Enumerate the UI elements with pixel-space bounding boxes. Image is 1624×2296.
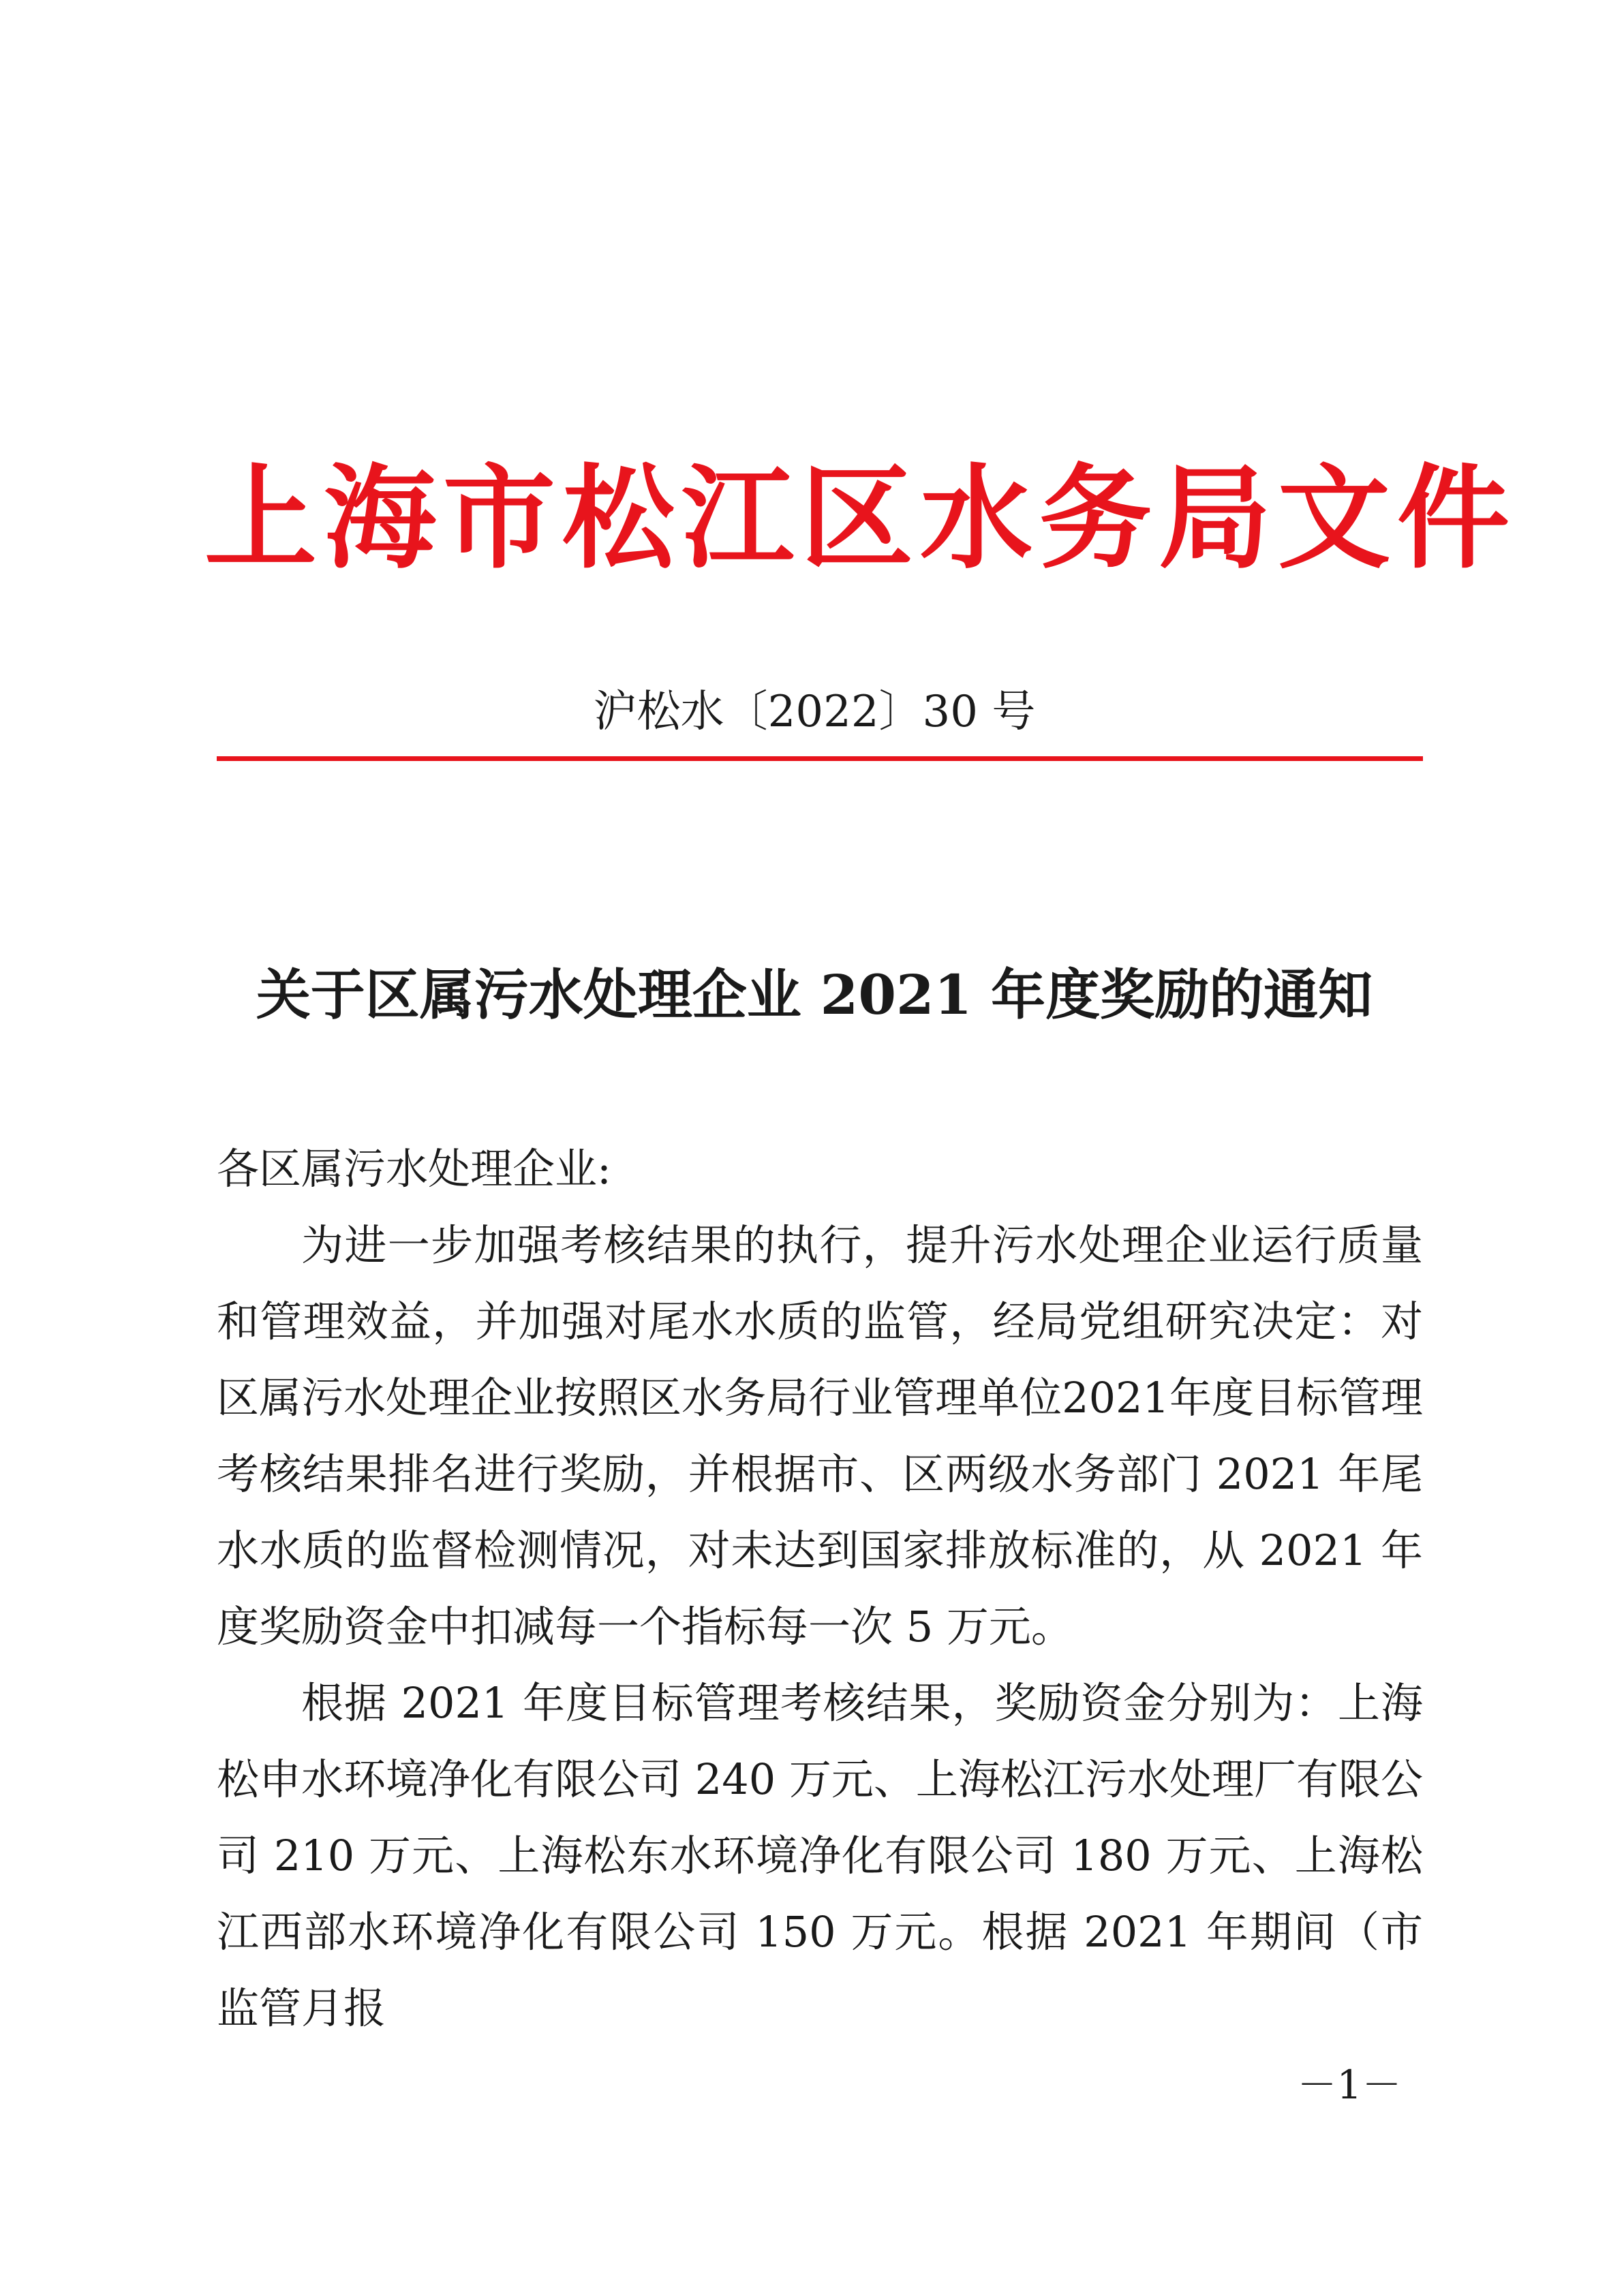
red-divider-line xyxy=(217,756,1423,761)
document-number: 沪松水〔2022〕30 号 xyxy=(593,687,1036,737)
page-number: －1－ xyxy=(1297,2062,1402,2108)
salutation: 各区属污水处理企业: xyxy=(217,1144,611,1194)
body-paragraph: 根据 2021 年度目标管理考核结果，奖励资金分别为：上海松申水环境净化有限公司 240 万元、上海松江污水处理厂有限公司 210 万元、上海松东水环境净化有限公司 180 万元、上海松江西部水环境净化有限公司 150 万元。根据 2021 年期间（市监管月报 xyxy=(217,1678,1423,2033)
document-body xyxy=(217,1131,1423,2047)
issuer-heading: 上海市松江区水务局文件 xyxy=(204,452,1516,584)
body-paragraph: 为进一步加强考核结果的执行，提升污水处理企业运行质量和管理效益，并加强对尾水水质的监管，经局党组研究决定：对区属污水处理企业按照区水务局行业管理单位2021年度目标管理考核结果排名进行奖励，并根据市、区两级水务部门 2021 年尾水水质的监督检测情况，对未达到国家排放标准的，从 2021 年度奖励资金中扣减每一个指标每一次 5 万元。 xyxy=(217,1220,1423,1651)
document-title: 关于区属污水处理企业 2021 年度奖励的通知 xyxy=(256,963,1373,1027)
